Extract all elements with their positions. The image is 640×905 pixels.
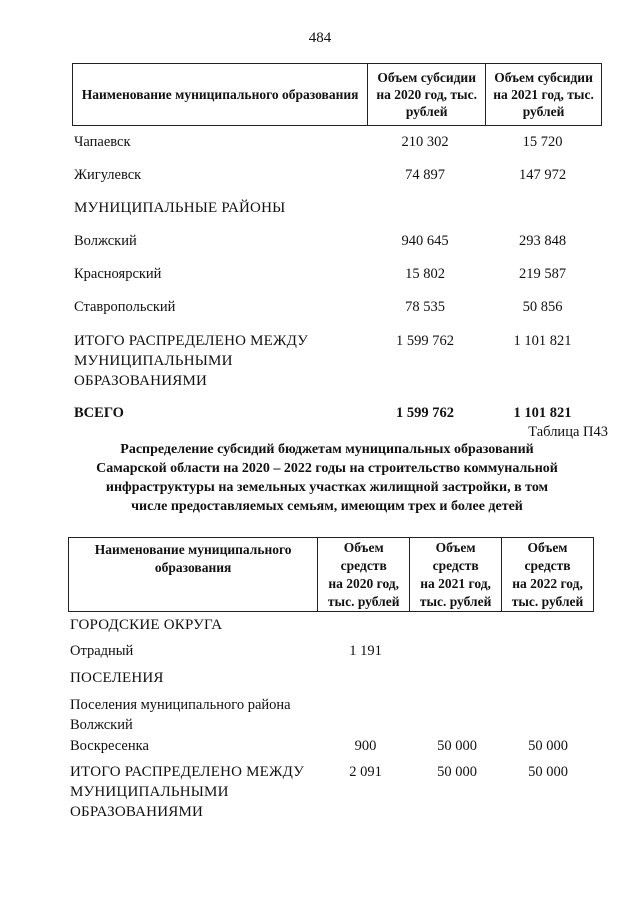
table2-header-2020-line: Объем: [343, 540, 384, 555]
table2-header-2020-line: средств: [340, 558, 387, 573]
table1-row-label: Волжский: [74, 233, 137, 249]
table2-header-name-line: образования: [154, 560, 232, 575]
table2-row-value-2020: 1 191: [349, 643, 382, 659]
table2-caption-line: числе предоставляемых семьям, имеющим трех и более детей: [131, 499, 523, 514]
table1-header-2020: Объем субсидии на 2020 год, тыс. рублей: [368, 64, 486, 126]
table1-row-value-2020: 940 645: [401, 233, 449, 249]
table1-grand-total-2021: 1 101 821: [513, 405, 572, 421]
table1-row-value-2020: 210 302: [401, 134, 449, 150]
table-id: Таблица П43: [528, 424, 608, 440]
table2-total-label-line: МУНИЦИПАЛЬНЫМИ: [70, 784, 229, 800]
table1-row-value-2020: 74 897: [405, 167, 445, 183]
table1-row-value-2021: 293 848: [518, 233, 567, 249]
table1-row-label: Жигулевск: [74, 167, 142, 183]
table1-header-2021: Объем субсидии на 2021 год, тыс. рублей: [486, 64, 602, 126]
table1-row-value-2021: 147 972: [518, 167, 567, 183]
table2-caption-line: Распределение субсидий бюджетам муниципальных образований: [120, 442, 534, 457]
table1-total-label-line: МУНИЦИПАЛЬНЫМИ: [74, 353, 233, 369]
table2-row-value-2020: 900: [354, 738, 377, 754]
page-number: 484: [308, 30, 332, 46]
table2-caption-line: Самарской области на 2020 – 2022 годы на строительство коммунальной: [96, 461, 558, 476]
table1-row-label: Чапаевск: [74, 134, 131, 150]
table2-header-2022: [502, 538, 594, 612]
table2-header-2021-line: на 2021 год,: [420, 576, 491, 591]
table2-total-value-2020: 2 091: [349, 764, 382, 780]
table2-header-2022-line: Объем: [527, 540, 568, 555]
table1-grand-total-2020: 1 599 762: [396, 405, 454, 421]
table1-header-name: Наименование муниципального образования: [73, 64, 368, 126]
table1-total-label-line: ИТОГО РАСПРЕДЕЛЕНО МЕЖДУ: [74, 333, 309, 349]
table2-caption: [62, 440, 592, 516]
table2-row-value-2022: 50 000: [528, 738, 568, 754]
table2-header-2022-line: на 2022 год,: [512, 576, 583, 591]
table2-header: [68, 537, 594, 612]
table2-header-2022-line: средств: [524, 558, 571, 573]
table2-header-2021-line: средств: [432, 558, 479, 573]
table2-section-settlements: ПОСЕЛЕНИЯ: [70, 670, 164, 686]
table1-row-value-2020: 15 802: [405, 266, 445, 282]
table1-header: [72, 63, 602, 126]
table2-header-name: [69, 538, 318, 612]
table2-row-label: Отрадный: [70, 643, 134, 659]
table1-row-label: Красноярский: [74, 266, 162, 282]
table1-row-value-2021: 15 720: [522, 134, 563, 150]
table2-header-2020-line: тыс. рублей: [327, 594, 400, 609]
table2-row-label: Воскресенка: [70, 738, 149, 754]
table2-group-label-line: Поселения муниципального района: [70, 697, 291, 713]
table2-section-urban-districts: ГОРОДСКИЕ ОКРУГА: [70, 617, 223, 633]
table2-caption-line: инфраструктуры на земельных участках жилищной застройки, в том: [105, 480, 549, 495]
table2-header-2021-line: Объем: [435, 540, 476, 555]
table1-row-value-2020: 78 535: [405, 299, 445, 315]
table1-row-label: Ставропольский: [74, 299, 176, 315]
table1-row-value-2021: 50 856: [522, 299, 563, 315]
table2-row-value-2021: 50 000: [437, 738, 477, 754]
table2-group-label-line: Волжский: [70, 717, 133, 733]
table2-total-label-line: ОБРАЗОВАНИЯМИ: [70, 804, 204, 820]
table2-header-2021-line: тыс. рублей: [419, 594, 492, 609]
table2-header-name-line: Наименование муниципального: [94, 542, 292, 557]
table2-header-2022-line: тыс. рублей: [511, 594, 584, 609]
table1-row-value-2021: 219 587: [518, 266, 567, 282]
table2-header-2021: [410, 538, 502, 612]
table1-total-label-line: ОБРАЗОВАНИЯМИ: [74, 373, 208, 389]
table1-section-heading: МУНИЦИПАЛЬНЫЕ РАЙОНЫ: [74, 200, 286, 216]
table1-total-value-2021: 1 101 821: [513, 333, 572, 349]
table1-total-value-2020: 1 599 762: [396, 333, 454, 349]
table2-total-value-2022: 50 000: [528, 764, 568, 780]
table2-total-value-2021: 50 000: [437, 764, 477, 780]
table2-total-label-line: ИТОГО РАСПРЕДЕЛЕНО МЕЖДУ: [70, 764, 305, 780]
table1-grand-total-label: ВСЕГО: [74, 405, 124, 421]
table2-header-2020-line: на 2020 год,: [328, 576, 400, 591]
table2-header-2020: [318, 538, 410, 612]
